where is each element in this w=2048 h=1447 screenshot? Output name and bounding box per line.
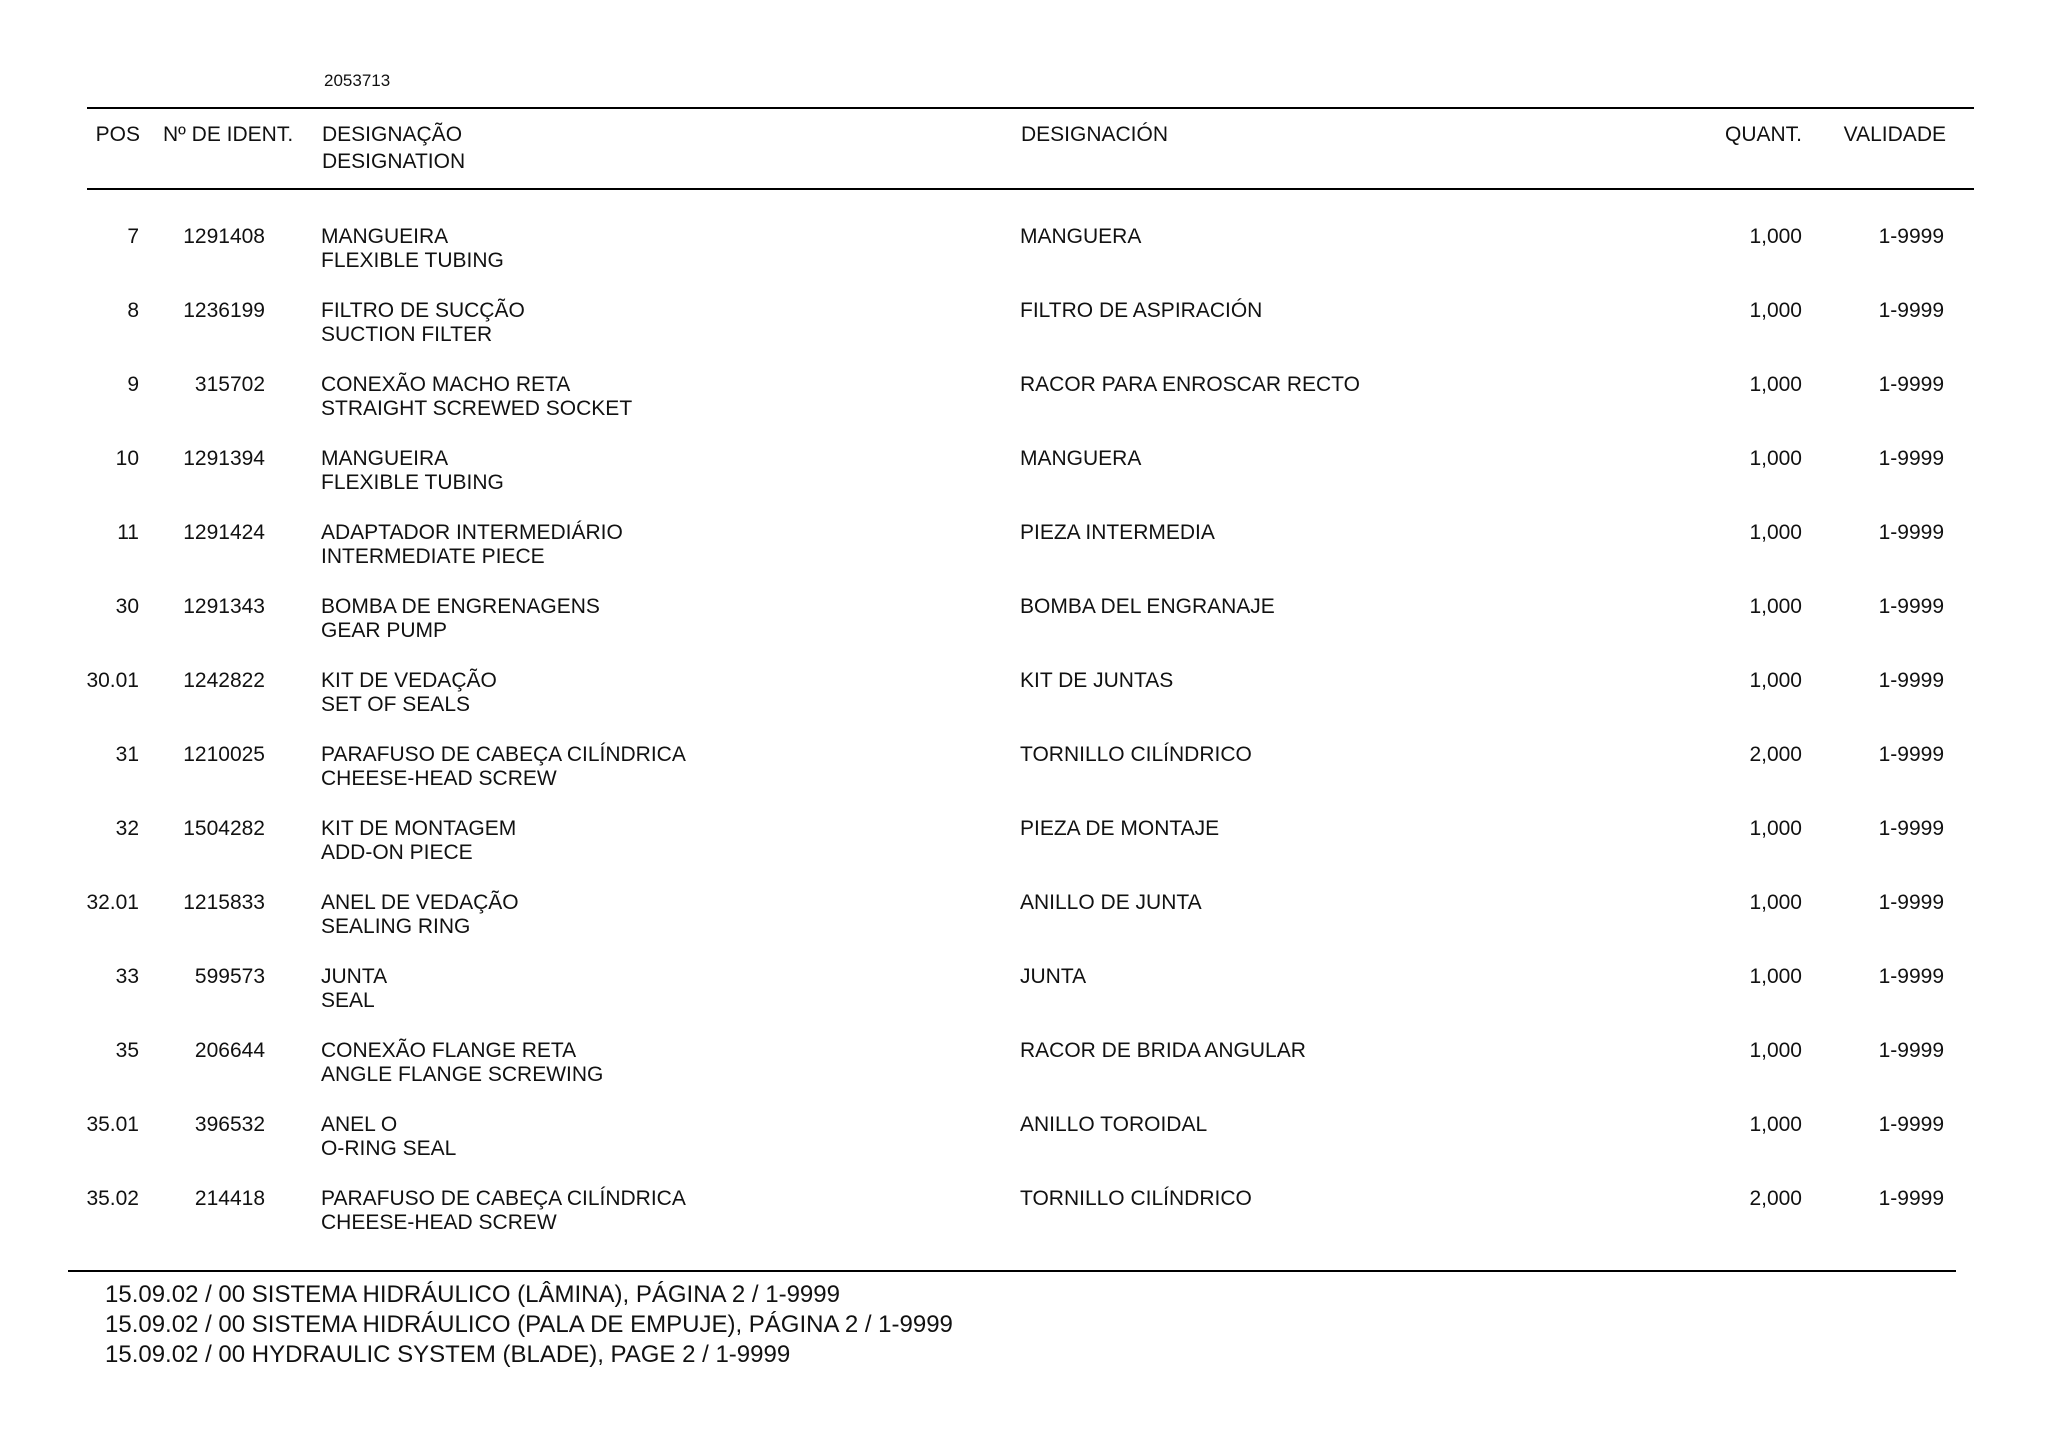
row-designation-es: PIEZA INTERMEDIA (1020, 521, 1215, 544)
row-ident: 1291394 (183, 447, 265, 470)
row-ident: 1236199 (183, 299, 265, 322)
row-quantity: 2,000 (1749, 743, 1802, 766)
row-designation-es: BOMBA DEL ENGRANAJE (1020, 595, 1275, 618)
row-pos: 32.01 (86, 891, 139, 914)
header-validity: VALIDADE (1843, 123, 1946, 146)
row-ident: 1291424 (183, 521, 265, 544)
row-quantity: 1,000 (1749, 817, 1802, 840)
row-validity: 1-9999 (1878, 447, 1944, 470)
row-designation-es: RACOR PARA ENROSCAR RECTO (1020, 373, 1360, 396)
row-quantity: 1,000 (1749, 225, 1802, 248)
row-designation-en: SET OF SEALS (321, 693, 470, 716)
header-pos: POS (95, 123, 140, 146)
header-ident: Nº DE IDENT. (163, 123, 294, 146)
row-validity: 1-9999 (1878, 373, 1944, 396)
row-validity: 1-9999 (1878, 299, 1944, 322)
row-pos: 35.02 (86, 1187, 139, 1210)
row-ident: 1291408 (183, 225, 265, 248)
row-validity: 1-9999 (1878, 669, 1944, 692)
row-designation-pt: CONEXÃO MACHO RETA (321, 373, 571, 396)
row-designation-pt: PARAFUSO DE CABEÇA CILÍNDRICA (321, 743, 686, 766)
row-ident: 1210025 (183, 743, 265, 766)
row-pos: 9 (127, 373, 139, 396)
row-validity: 1-9999 (1878, 817, 1944, 840)
row-pos: 35 (115, 1039, 139, 1062)
row-designation-pt: KIT DE MONTAGEM (321, 817, 517, 840)
row-designation-en: SEAL (321, 989, 375, 1012)
row-designation-es: RACOR DE BRIDA ANGULAR (1020, 1039, 1306, 1062)
row-designation-en: SEALING RING (321, 915, 471, 938)
row-designation-es: TORNILLO CILÍNDRICO (1020, 1187, 1252, 1210)
row-quantity: 1,000 (1749, 669, 1802, 692)
row-designation-pt: ADAPTADOR INTERMEDIÁRIO (321, 521, 623, 544)
row-validity: 1-9999 (1878, 965, 1944, 988)
header-designation-es: DESIGNACIÓN (1021, 123, 1169, 146)
row-quantity: 1,000 (1749, 373, 1802, 396)
row-pos: 33 (115, 965, 139, 988)
row-ident: 599573 (194, 965, 265, 988)
row-designation-pt: ANEL O (321, 1113, 398, 1136)
row-pos: 35.01 (86, 1113, 139, 1136)
row-designation-pt: ANEL DE VEDAÇÃO (321, 891, 519, 914)
row-designation-en: CHEESE-HEAD SCREW (321, 767, 557, 790)
footer-line-en: 15.09.02 / 00 HYDRAULIC SYSTEM (BLADE), PAGE 2 / 1-9999 (105, 1341, 791, 1368)
row-ident: 206644 (194, 1039, 265, 1062)
row-quantity: 1,000 (1749, 447, 1802, 470)
row-pos: 30 (115, 595, 139, 618)
header-quantity: QUANT. (1724, 123, 1802, 146)
header-designation-pt: DESIGNAÇÃO (322, 123, 463, 146)
row-ident: 214418 (194, 1187, 265, 1210)
row-quantity: 1,000 (1749, 595, 1802, 618)
row-designation-en: FLEXIBLE TUBING (321, 249, 504, 272)
row-pos: 7 (127, 225, 139, 248)
row-designation-en: CHEESE-HEAD SCREW (321, 1211, 557, 1234)
row-quantity: 1,000 (1749, 891, 1802, 914)
row-designation-en: SUCTION FILTER (321, 323, 493, 346)
row-ident: 1291343 (183, 595, 265, 618)
footer-line-es: 15.09.02 / 00 SISTEMA HIDRÁULICO (PALA DE EMPUJE), PÁGINA 2 / 1-9999 (105, 1311, 953, 1338)
row-pos: 30.01 (86, 669, 139, 692)
row-ident: 396532 (194, 1113, 265, 1136)
row-designation-es: MANGUERA (1020, 225, 1142, 248)
row-designation-en: ANGLE FLANGE SCREWING (321, 1063, 604, 1086)
row-quantity: 1,000 (1749, 299, 1802, 322)
row-designation-pt: CONEXÃO FLANGE RETA (321, 1039, 577, 1062)
row-pos: 32 (115, 817, 139, 840)
row-validity: 1-9999 (1878, 521, 1944, 544)
row-designation-en: FLEXIBLE TUBING (321, 471, 504, 494)
row-pos: 10 (115, 447, 139, 470)
row-designation-pt: PARAFUSO DE CABEÇA CILÍNDRICA (321, 1187, 686, 1210)
document-number: 2053713 (324, 71, 391, 90)
row-designation-pt: FILTRO DE SUCÇÃO (321, 299, 525, 322)
row-designation-en: INTERMEDIATE PIECE (321, 545, 545, 568)
row-quantity: 1,000 (1749, 521, 1802, 544)
row-designation-pt: KIT DE VEDAÇÃO (321, 669, 497, 692)
row-quantity: 2,000 (1749, 1187, 1802, 1210)
row-designation-es: PIEZA DE MONTAJE (1020, 817, 1220, 840)
row-designation-es: JUNTA (1020, 965, 1087, 988)
row-designation-en: GEAR PUMP (321, 619, 448, 642)
row-validity: 1-9999 (1878, 595, 1944, 618)
row-designation-es: ANILLO TOROIDAL (1020, 1113, 1208, 1136)
row-designation-es: TORNILLO CILÍNDRICO (1020, 743, 1252, 766)
row-validity: 1-9999 (1878, 891, 1944, 914)
row-designation-es: FILTRO DE ASPIRACIÓN (1020, 299, 1263, 322)
row-quantity: 1,000 (1749, 965, 1802, 988)
row-quantity: 1,000 (1749, 1039, 1802, 1062)
row-designation-en: ADD-ON PIECE (321, 841, 473, 864)
row-designation-pt: MANGUEIRA (321, 447, 449, 470)
row-designation-es: MANGUERA (1020, 447, 1142, 470)
header-designation-en: DESIGNATION (322, 150, 466, 173)
row-validity: 1-9999 (1878, 743, 1944, 766)
row-validity: 1-9999 (1878, 1039, 1944, 1062)
row-ident: 1215833 (183, 891, 265, 914)
row-ident: 1242822 (183, 669, 265, 692)
row-validity: 1-9999 (1878, 1113, 1944, 1136)
row-pos: 31 (115, 743, 139, 766)
footer-rule (68, 1270, 1956, 1272)
row-validity: 1-9999 (1878, 225, 1944, 248)
footer-line-pt: 15.09.02 / 00 SISTEMA HIDRÁULICO (LÂMINA), PÁGINA 2 / 1-9999 (105, 1281, 840, 1308)
row-designation-pt: BOMBA DE ENGRENAGENS (321, 595, 600, 618)
row-ident: 315702 (194, 373, 265, 396)
row-designation-en: O-RING SEAL (321, 1137, 457, 1160)
row-ident: 1504282 (183, 817, 265, 840)
row-validity: 1-9999 (1878, 1187, 1944, 1210)
row-pos: 8 (127, 299, 139, 322)
row-pos: 11 (117, 521, 139, 544)
row-designation-pt: JUNTA (321, 965, 388, 988)
header-bottom-rule (87, 188, 1974, 190)
header-top-rule (87, 107, 1974, 109)
row-designation-en: STRAIGHT SCREWED SOCKET (321, 397, 633, 420)
row-designation-pt: MANGUEIRA (321, 225, 449, 248)
row-designation-es: KIT DE JUNTAS (1020, 669, 1174, 692)
row-designation-es: ANILLO DE JUNTA (1020, 891, 1202, 914)
row-quantity: 1,000 (1749, 1113, 1802, 1136)
